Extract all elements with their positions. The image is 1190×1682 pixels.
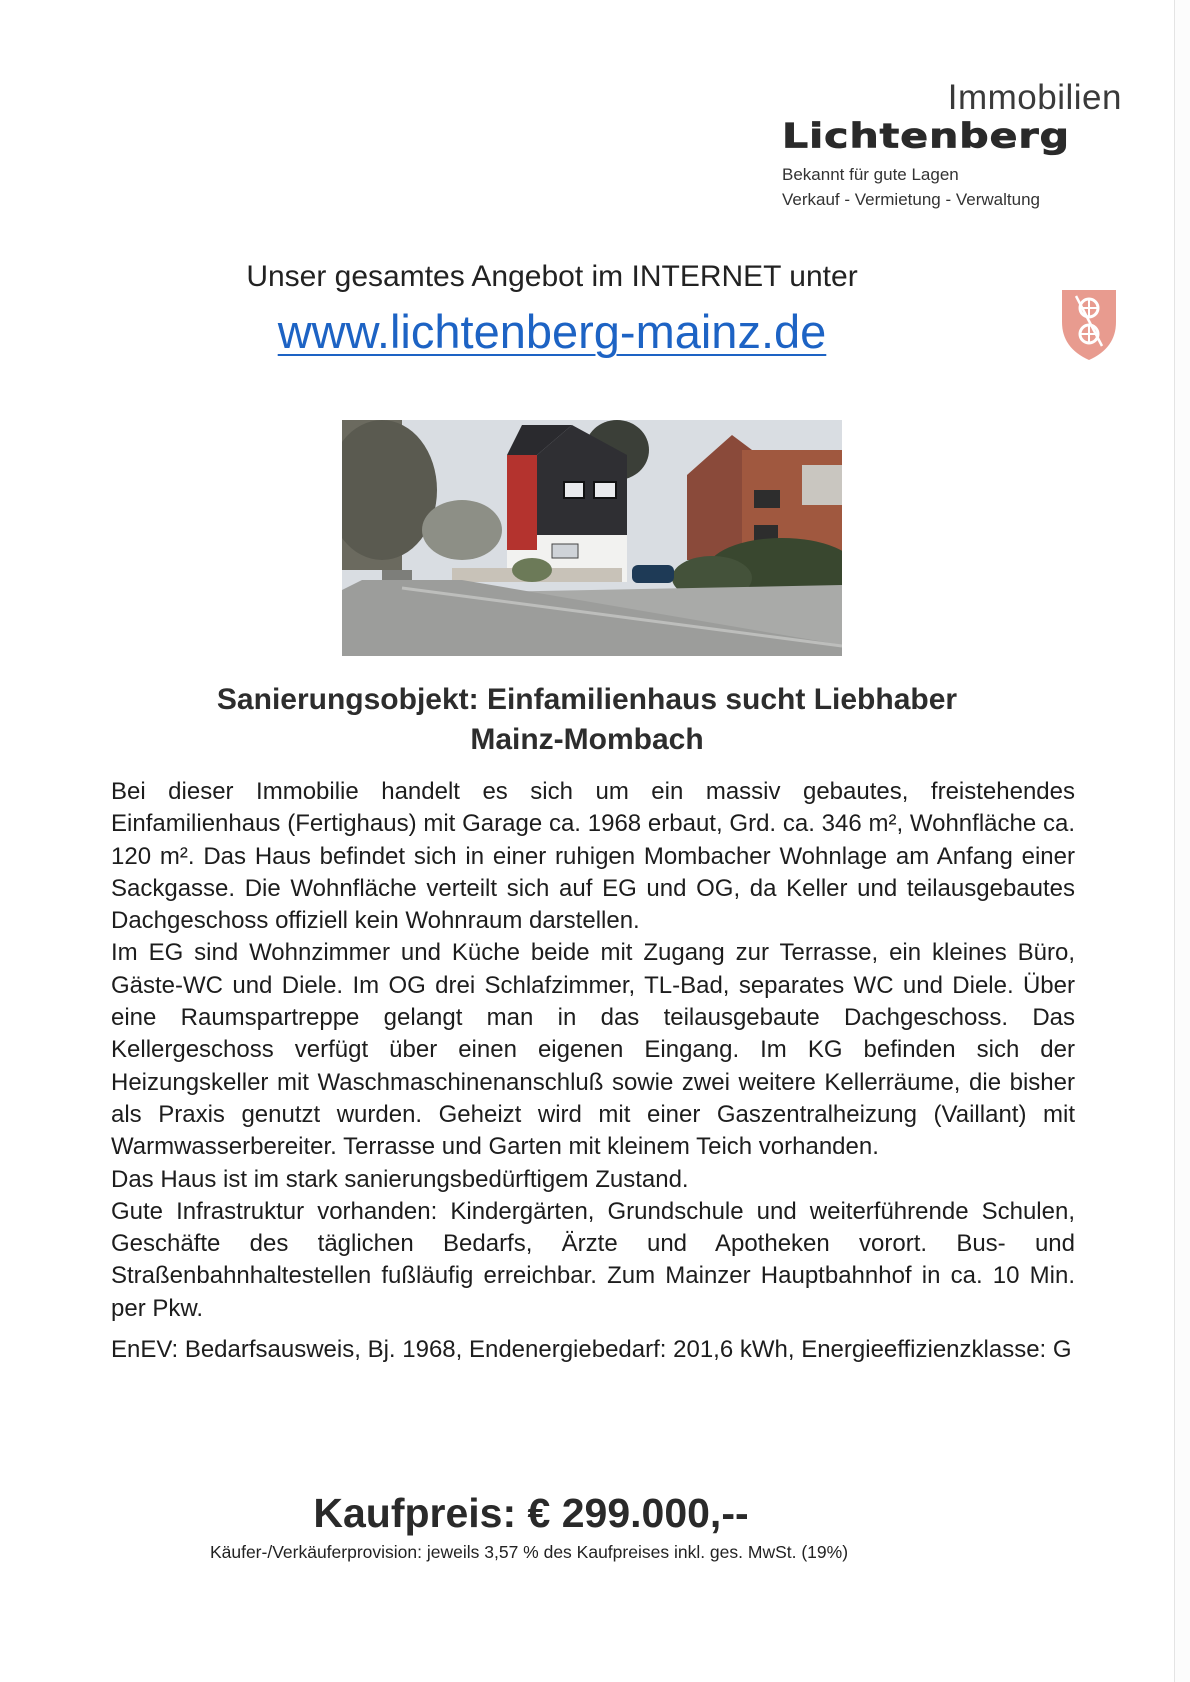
description-paragraph: Das Haus ist im stark sanierungsbedürftigem Zustand.: [111, 1165, 689, 1193]
house-photo: [342, 420, 842, 656]
listing-location: Mainz-Mombach: [470, 723, 704, 756]
listing-title-line1: Sanierungsobjekt: Einfamilienhaus sucht Liebhaber: [216, 683, 958, 716]
logo-name: Lichtenberg: [782, 116, 1070, 156]
intro-text: Unser gesamtes Angebot im INTERNET unter: [246, 260, 858, 293]
logo-tagline: Bekannt für gute Lagen: [782, 165, 959, 184]
energy-certificate-info: EnEV: Bedarfsausweis, Bj. 1968, Endenergiebedarf: 201,6 kWh, Energieeffizienzklasse: G: [111, 1336, 1072, 1364]
company-logo: [782, 78, 1122, 213]
purchase-price: Kaufpreis: € 299.000,--: [313, 1490, 749, 1536]
mainz-wheel-emblem-icon: [1056, 282, 1122, 362]
intro-block: [0, 260, 1174, 359]
logo-line-immobilien: Immobilien: [947, 78, 1122, 117]
website-link[interactable]: www.lichtenberg-mainz.de: [277, 305, 827, 358]
description-paragraph: Im EG sind Wohnzimmer und Küche beide mit Zugang zur Terrasse, ein kleines Büro, Gäste-WC und Diele. Im OG drei Schlafzimmer, TL-Bad, separates WC und Diele. Über eine Raumspartreppe gelangt man in das teilausgebaute Dachgeschoss. Das Kellergeschoss verfügt über einen eigenen Eingang. Im KG befinden sich der Heizungskeller mit Waschmaschinenanschluß sowie zwei weitere Kellerräume, die bisher als Praxis genutzt wurden. Geheizt wird mit einer Gaszentralheizung (Vaillant) mit Warmwasserbereiter. Terrasse und Garten mit kleinem Teich vorhanden.: [111, 939, 1075, 1161]
description-paragraph: Gute Infrastruktur vorhanden: Kindergärten, Grundschule und weiterführende Schulen, Geschäfte des täglichen Bedarfs, Ärzte und Apotheken vorort. Bus- und Straßenbahnhaltestellen fußläufig erreichbar. Zum Mainzer Hauptbahnhof in ca. 10 Min. per Pkw.: [111, 1197, 1075, 1322]
description-paragraph: Bei dieser Immobilie handelt es sich um ein massiv gebautes, freistehendes Einfamilienhaus (Fertighaus) mit Garage ca. 1968 erbaut, Grd. ca. 346 m², Wohnfläche ca. 120 m². Das Haus befindet sich in einer ruhigen Mombacher Wohnlage am Anfang einer Sackgasse. Die Wohnfläche verteilt sich auf EG und OG, da Keller und teilausgebautes Dachgeschoss offiziell kein Wohnraum darstellen.: [111, 778, 1075, 935]
listing-title: [0, 680, 1174, 760]
logo-services: Verkauf - Vermietung - Verwaltung: [782, 190, 1040, 209]
commission-note: Käufer-/Verkäuferprovision: jeweils 3,57 % des Kaufpreises inkl. ges. MwSt. (19%): [209, 1542, 849, 1562]
listing-description: [111, 776, 1075, 1366]
